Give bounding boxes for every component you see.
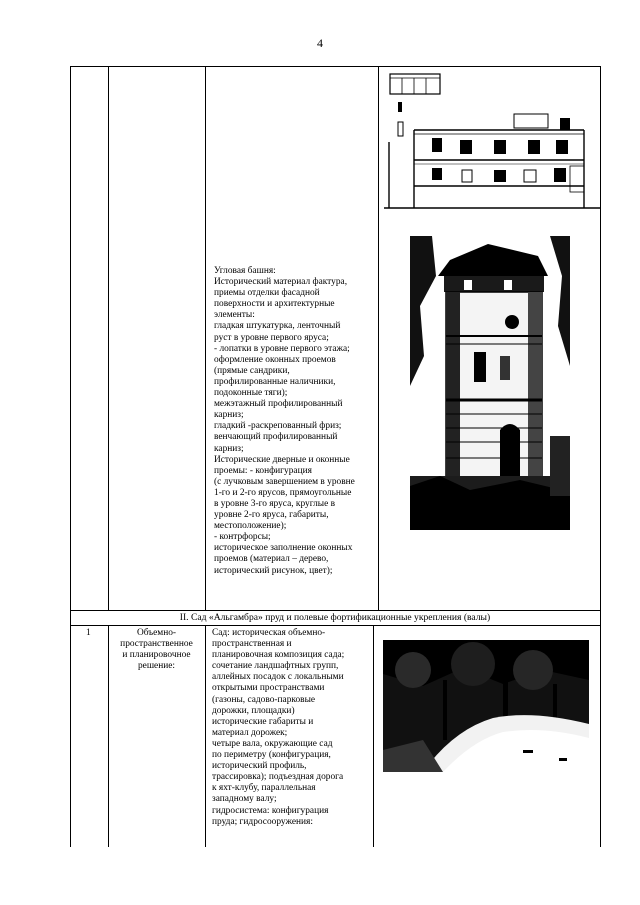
tower-line: карниз; [214,410,244,421]
category-line: решение: [137,661,176,672]
garden-description [212,628,344,828]
garden-line: западному валу; [212,794,277,805]
tower-line: приемы отделки фасадной [214,288,320,299]
tower-line: местоположение); [214,521,287,532]
category-line: и планировочное [122,650,191,661]
tower-line: Угловая башня: [214,266,276,276]
garden-line: гидросистема: конфигурация [212,805,329,816]
tower-line: руст в уровне первого яруса; [214,332,329,343]
tower-line: поверхности и архитектурные [214,299,335,310]
tower-line: исторический рисунок, цвет); [214,565,333,576]
garden-line: материал дорожек; [212,727,288,738]
column-divider-2-lower [205,625,206,847]
tower-line: оформление оконных проемов [214,354,336,365]
facade-drawing [384,70,600,210]
table-left-border [70,66,71,847]
garden-photo [383,640,589,772]
section-title: II. Сад «Альгамбра» пруд и полевые фортификационные укрепления (валы) [179,612,491,623]
tower-line: гладкий -раскрепованный фриз; [214,421,342,432]
tower-line: - контрфорсы; [214,532,271,543]
garden-line: аллейных посадок с локальными [212,672,344,683]
category-line: Объемно- [136,628,177,638]
table-top-border [70,66,601,67]
column-divider-1 [108,66,109,611]
tower-line: (прямые сандрики, [214,365,290,376]
tower-line: историческое заполнение оконных [214,543,353,554]
tower-line: Исторические дверные и оконные [214,454,350,465]
garden-line: (газоны, садово-парковые [212,694,316,705]
garden-line: пруда; гидросооружения: [212,816,313,827]
tower-line: проемы: - конфигурация [214,465,312,476]
corner-tower-photo [410,236,570,530]
garden-line: к яхт-клубу, параллельная [212,783,316,794]
garden-line: трассировка); подъездная дорога [212,772,344,783]
row-number: 1 [86,628,91,638]
garden-line: планировочная композиция сада; [212,650,345,661]
section-top-border [70,610,601,611]
tower-line: карниз; [214,443,244,454]
column-divider-3-lower [373,625,374,847]
page-number: 4 [317,36,323,50]
garden-line: пространственная и [212,639,292,650]
category-line: пространственное [120,639,193,650]
garden-line: дорожки, площадки) [212,705,295,716]
tower-line: (с лучковым завершением в уровне [214,476,355,487]
garden-line: сочетание ландшафтных групп, [212,661,339,672]
garden-line: исторический профиль, [212,761,307,772]
tower-line: межэтажный профилированный [214,399,343,410]
garden-line: исторические габариты и [212,716,314,727]
tower-line: проемов (материал – дерево, [214,554,329,565]
tower-line: уровне 2-го яруса, габариты, [214,510,329,521]
tower-line: подоконные тяги); [214,388,288,399]
row-category [108,628,205,672]
garden-line: Сад: историческая объемно- [212,628,326,638]
tower-line: элементы: [214,310,255,321]
garden-line: по периметру (конфигурация, [212,750,331,761]
tower-description [214,266,355,577]
garden-line: четыре вала, окружающие сад [212,738,333,749]
tower-line: в уровне 3-го яруса, круглые в [214,498,336,509]
table-right-border [600,66,601,847]
garden-line: открытыми пространствами [212,683,325,694]
tower-line: гладкая штукатурка, ленточный [214,321,341,332]
section-bottom-border [70,625,601,626]
tower-line: 1-го и 2-го ярусов, прямоугольные [214,487,352,498]
tower-line: Исторический материал фактура, [214,277,348,288]
tower-line: венчающий профилированный [214,432,338,443]
tower-line: профилированные наличники, [214,376,336,387]
column-divider-3 [378,66,379,611]
tower-line: - лопатки в уровне первого этажа; [214,343,350,354]
column-divider-2 [205,66,206,611]
